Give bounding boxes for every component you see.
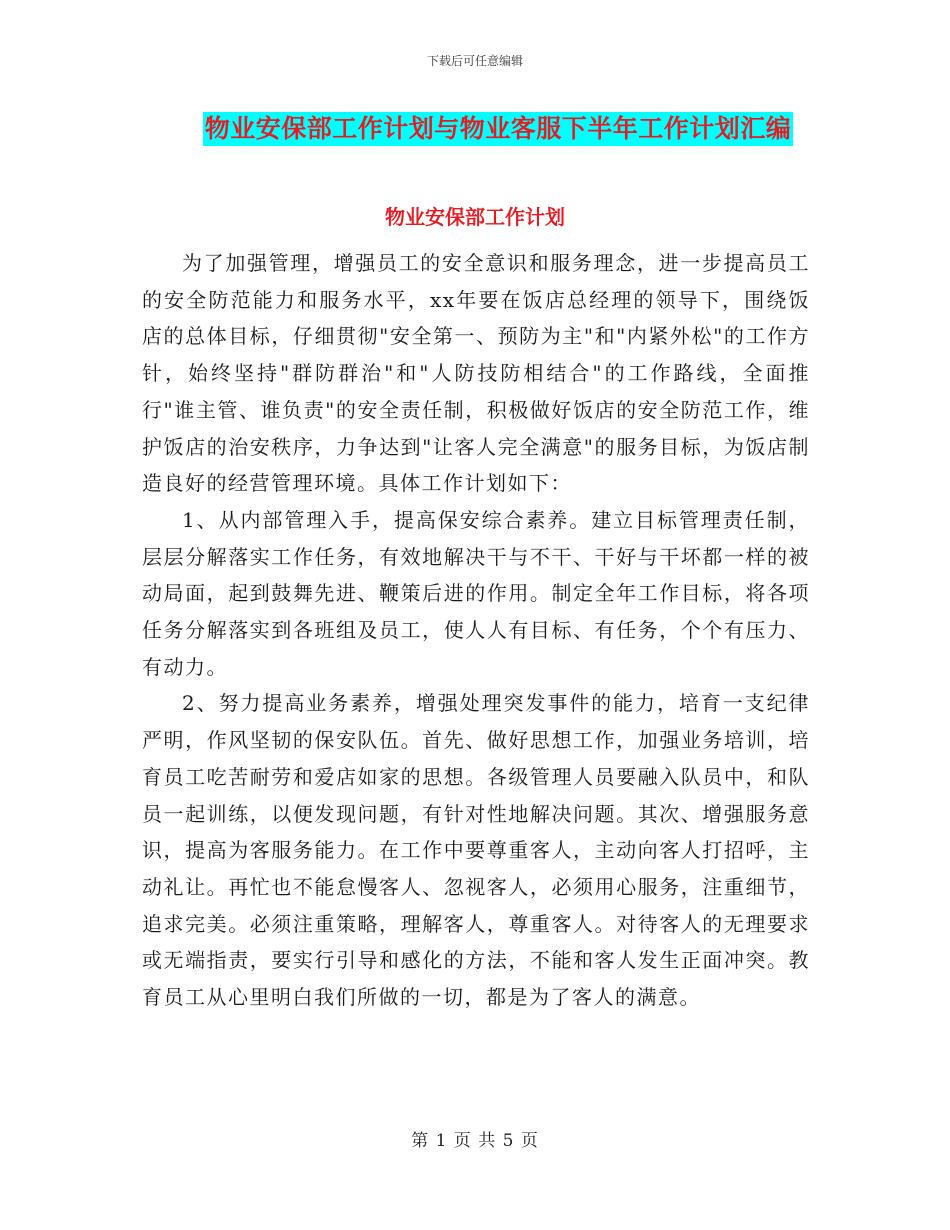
paragraph-item-2: 2、努力提高业务素养，增强处理突发事件的能力，培育一支纪律严明，作风坚韧的保安队伍。首先、做好思想工作，加强业务培训，培育员工吃苦耐劳和爱店如家的思想。各级管理人员要融入队员中，和队员一起训练，以便发现问题，有针对性地解决问题。其次、增强服务意识，提高为客服务能力。在工作中要尊重客人，主动向客人打招呼，主动礼让。再忙也不能怠慢客人、忽视客人，必须用心服务，注重细节，追求完美。必须注重策略，理解客人，尊重客人。对待客人的无理要求或无端指责，要实行引导和感化的方法，不能和客人发生正面冲突。教育员工从心里明白我们所做的一切，都是为了客人的满意。 (142, 691, 810, 1010)
main-title-container (0, 112, 950, 146)
paragraph-intro: 为了加强管理，增强员工的安全意识和服务理念，进一步提高员工的安全防范能力和服务水平，xx年要在饭店总经理的领导下，围绕饭店的总体目标，仔细贯彻"安全第一、预防为主"和"内紧外松"的工作方针，始终坚持"群防群治"和"人防技防相结合"的工作路线，全面推行"谁主管、谁负责"的安全责任制，积极做好饭店的安全防范工作，维护饭店的治安秩序，力争达到"让客人完全满意"的服务目标，为饭店制造良好的经营管理环境。具体工作计划如下： (142, 251, 810, 496)
paragraph-item-1: 1、从内部管理入手，提高保安综合素养。建立目标管理责任制，层层分解落实工作任务，有效地解决干与不干、干好与干坏都一样的被动局面，起到鼓舞先进、鞭策后进的作用。制定全年工作目标，将各项任务分解落实到各班组及员工，使人人有目标、有任务，个个有压力、有动力。 (142, 507, 810, 679)
section-title: 物业安保部工作计划 (385, 205, 565, 229)
page-footer: 第 1 页 共 5 页 (411, 1131, 539, 1151)
header-note: 下载后可任意编辑 (426, 54, 523, 68)
document-body (142, 245, 810, 1016)
main-title: 物业安保部工作计划与物业客服下半年工作计划汇编 (203, 112, 794, 146)
